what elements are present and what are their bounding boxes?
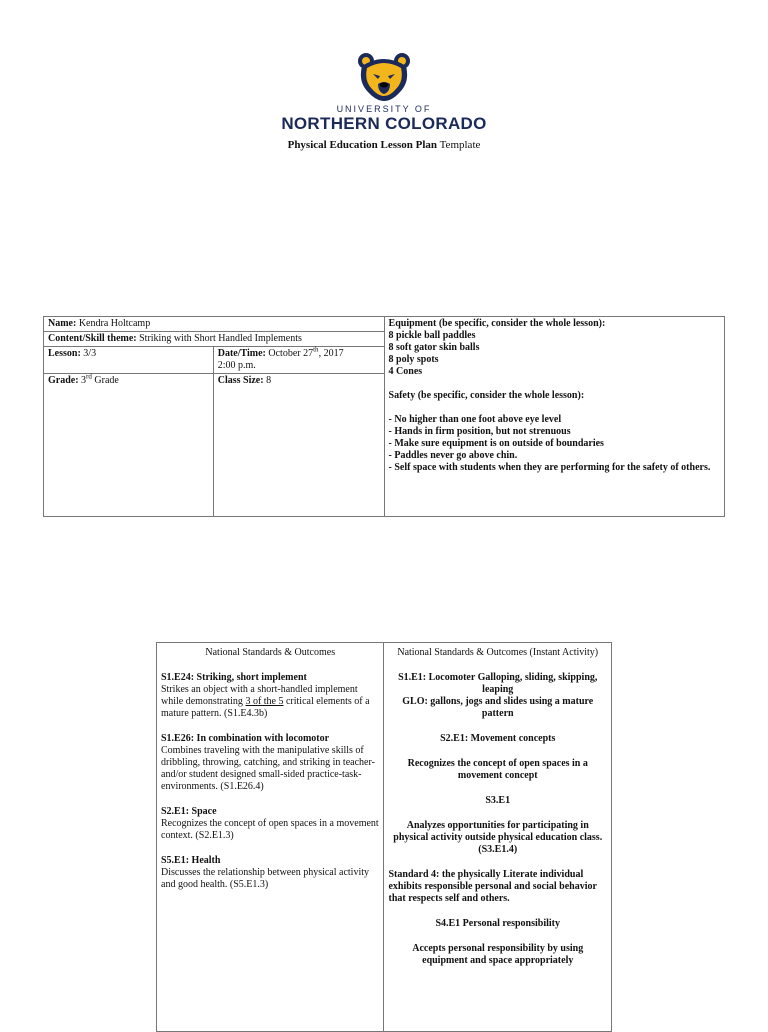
class-size-label: Class Size:: [217, 375, 264, 386]
right-block: Standard 4: the physically Literate individual exhibits responsible personal and social behavior that respects self and others.: [388, 869, 597, 904]
lesson-value: 3/3: [83, 348, 97, 359]
equipment-item: 8 poly spots: [388, 354, 439, 365]
standard-block: S2.E1: Space Recognizes the concept of open spaces in a movement context. (S2.E1.3): [161, 806, 379, 841]
equipment-heading: Equipment (be specific, consider the whole lesson):: [388, 318, 606, 329]
right-heading: National Standards & Outcomes (Instant Activity): [397, 647, 599, 658]
date-label: Date/Time:: [217, 348, 266, 359]
grade-cell: [44, 374, 214, 517]
left-heading: National Standards & Outcomes: [205, 647, 336, 658]
standards-table: [156, 642, 612, 1032]
content-cell: [44, 332, 385, 347]
standards-right-cell: [384, 643, 612, 1032]
lesson-info-table: [43, 316, 725, 517]
date-value: October 27th, 2017: [268, 345, 344, 359]
university-logo: [0, 52, 768, 102]
content-label: Content/Skill theme:: [48, 333, 137, 344]
content-value: Striking with Short Handled Implements: [139, 333, 302, 344]
safety-heading: Safety (be specific, consider the whole lesson):: [388, 390, 585, 401]
standard-block: S1.E26: In combination with locomotor Combines traveling with the manipulative skills of dribbling, throwing, catching, and striking in teacher- and/or student designed small-sided practice-task-environments. (S1.E26.4): [161, 733, 375, 792]
name-cell: [44, 317, 385, 332]
equipment-list: [389, 330, 720, 378]
bear-head-logo-icon: [356, 52, 412, 102]
document-title: [0, 139, 768, 151]
right-block: S2.E1: Movement concepts: [440, 733, 556, 744]
right-block: Accepts personal responsibility by using equipment and space appropriately: [412, 943, 584, 966]
grade-value: 3rd Grade: [81, 372, 119, 386]
name-label: Name:: [48, 318, 77, 329]
right-block: S1.E1: Locomoter Galloping, sliding, skipping, leaping GLO: gallons, jogs and slides using a mature pattern: [398, 672, 598, 719]
right-block: Recognizes the concept of open spaces in a movement concept: [407, 758, 588, 781]
equipment-item: 4 Cones: [388, 366, 423, 377]
right-block: Analyzes opportunities for participating in physical activity outside physical education class. (S3.E1.4): [393, 820, 603, 855]
safety-list: [389, 414, 720, 474]
name-value: Kendra Holtcamp: [78, 318, 151, 329]
standards-left-cell: [157, 643, 384, 1032]
grade-label: Grade:: [48, 375, 79, 386]
safety-item: - Hands in firm position, but not strenuous: [388, 426, 571, 437]
title-rest: Template: [439, 139, 481, 151]
safety-item: - Paddles never go above chin.: [388, 450, 518, 461]
date-cell: [213, 347, 384, 374]
time-value: 2:00 p.m.: [217, 360, 256, 371]
university-name: NORTHERN COLORADO: [281, 114, 487, 133]
lesson-cell: [44, 347, 214, 374]
right-block: S3.E1: [485, 795, 511, 806]
equipment-item: 8 pickle ball paddles: [388, 330, 476, 341]
university-of-text: UNIVERSITY OF: [336, 104, 432, 114]
class-size-value: 8: [266, 375, 272, 386]
lesson-label: Lesson:: [48, 348, 81, 359]
safety-item: - Self space with students when they are performing for the safety of others.: [388, 462, 711, 473]
safety-item: - Make sure equipment is on outside of boundaries: [388, 438, 604, 449]
title-bold: Physical Education Lesson Plan: [287, 139, 438, 151]
equipment-item: 8 soft gator skin balls: [388, 342, 480, 353]
standard-block: S1.E24: Striking, short implement Strikes an object with a short-handled implement while demonstrating 3 of the 5 critical elements of a mature pattern. (S1.E4.3b): [161, 672, 370, 719]
standard-block: S5.E1: Health Discusses the relationship between physical activity and good health. (S5.E1.3): [161, 855, 370, 890]
equipment-safety-cell: [384, 317, 724, 517]
class-size-cell: [213, 374, 384, 517]
safety-item: - No higher than one foot above eye level: [388, 414, 562, 425]
right-block: S4.E1 Personal responsibility: [435, 918, 561, 929]
